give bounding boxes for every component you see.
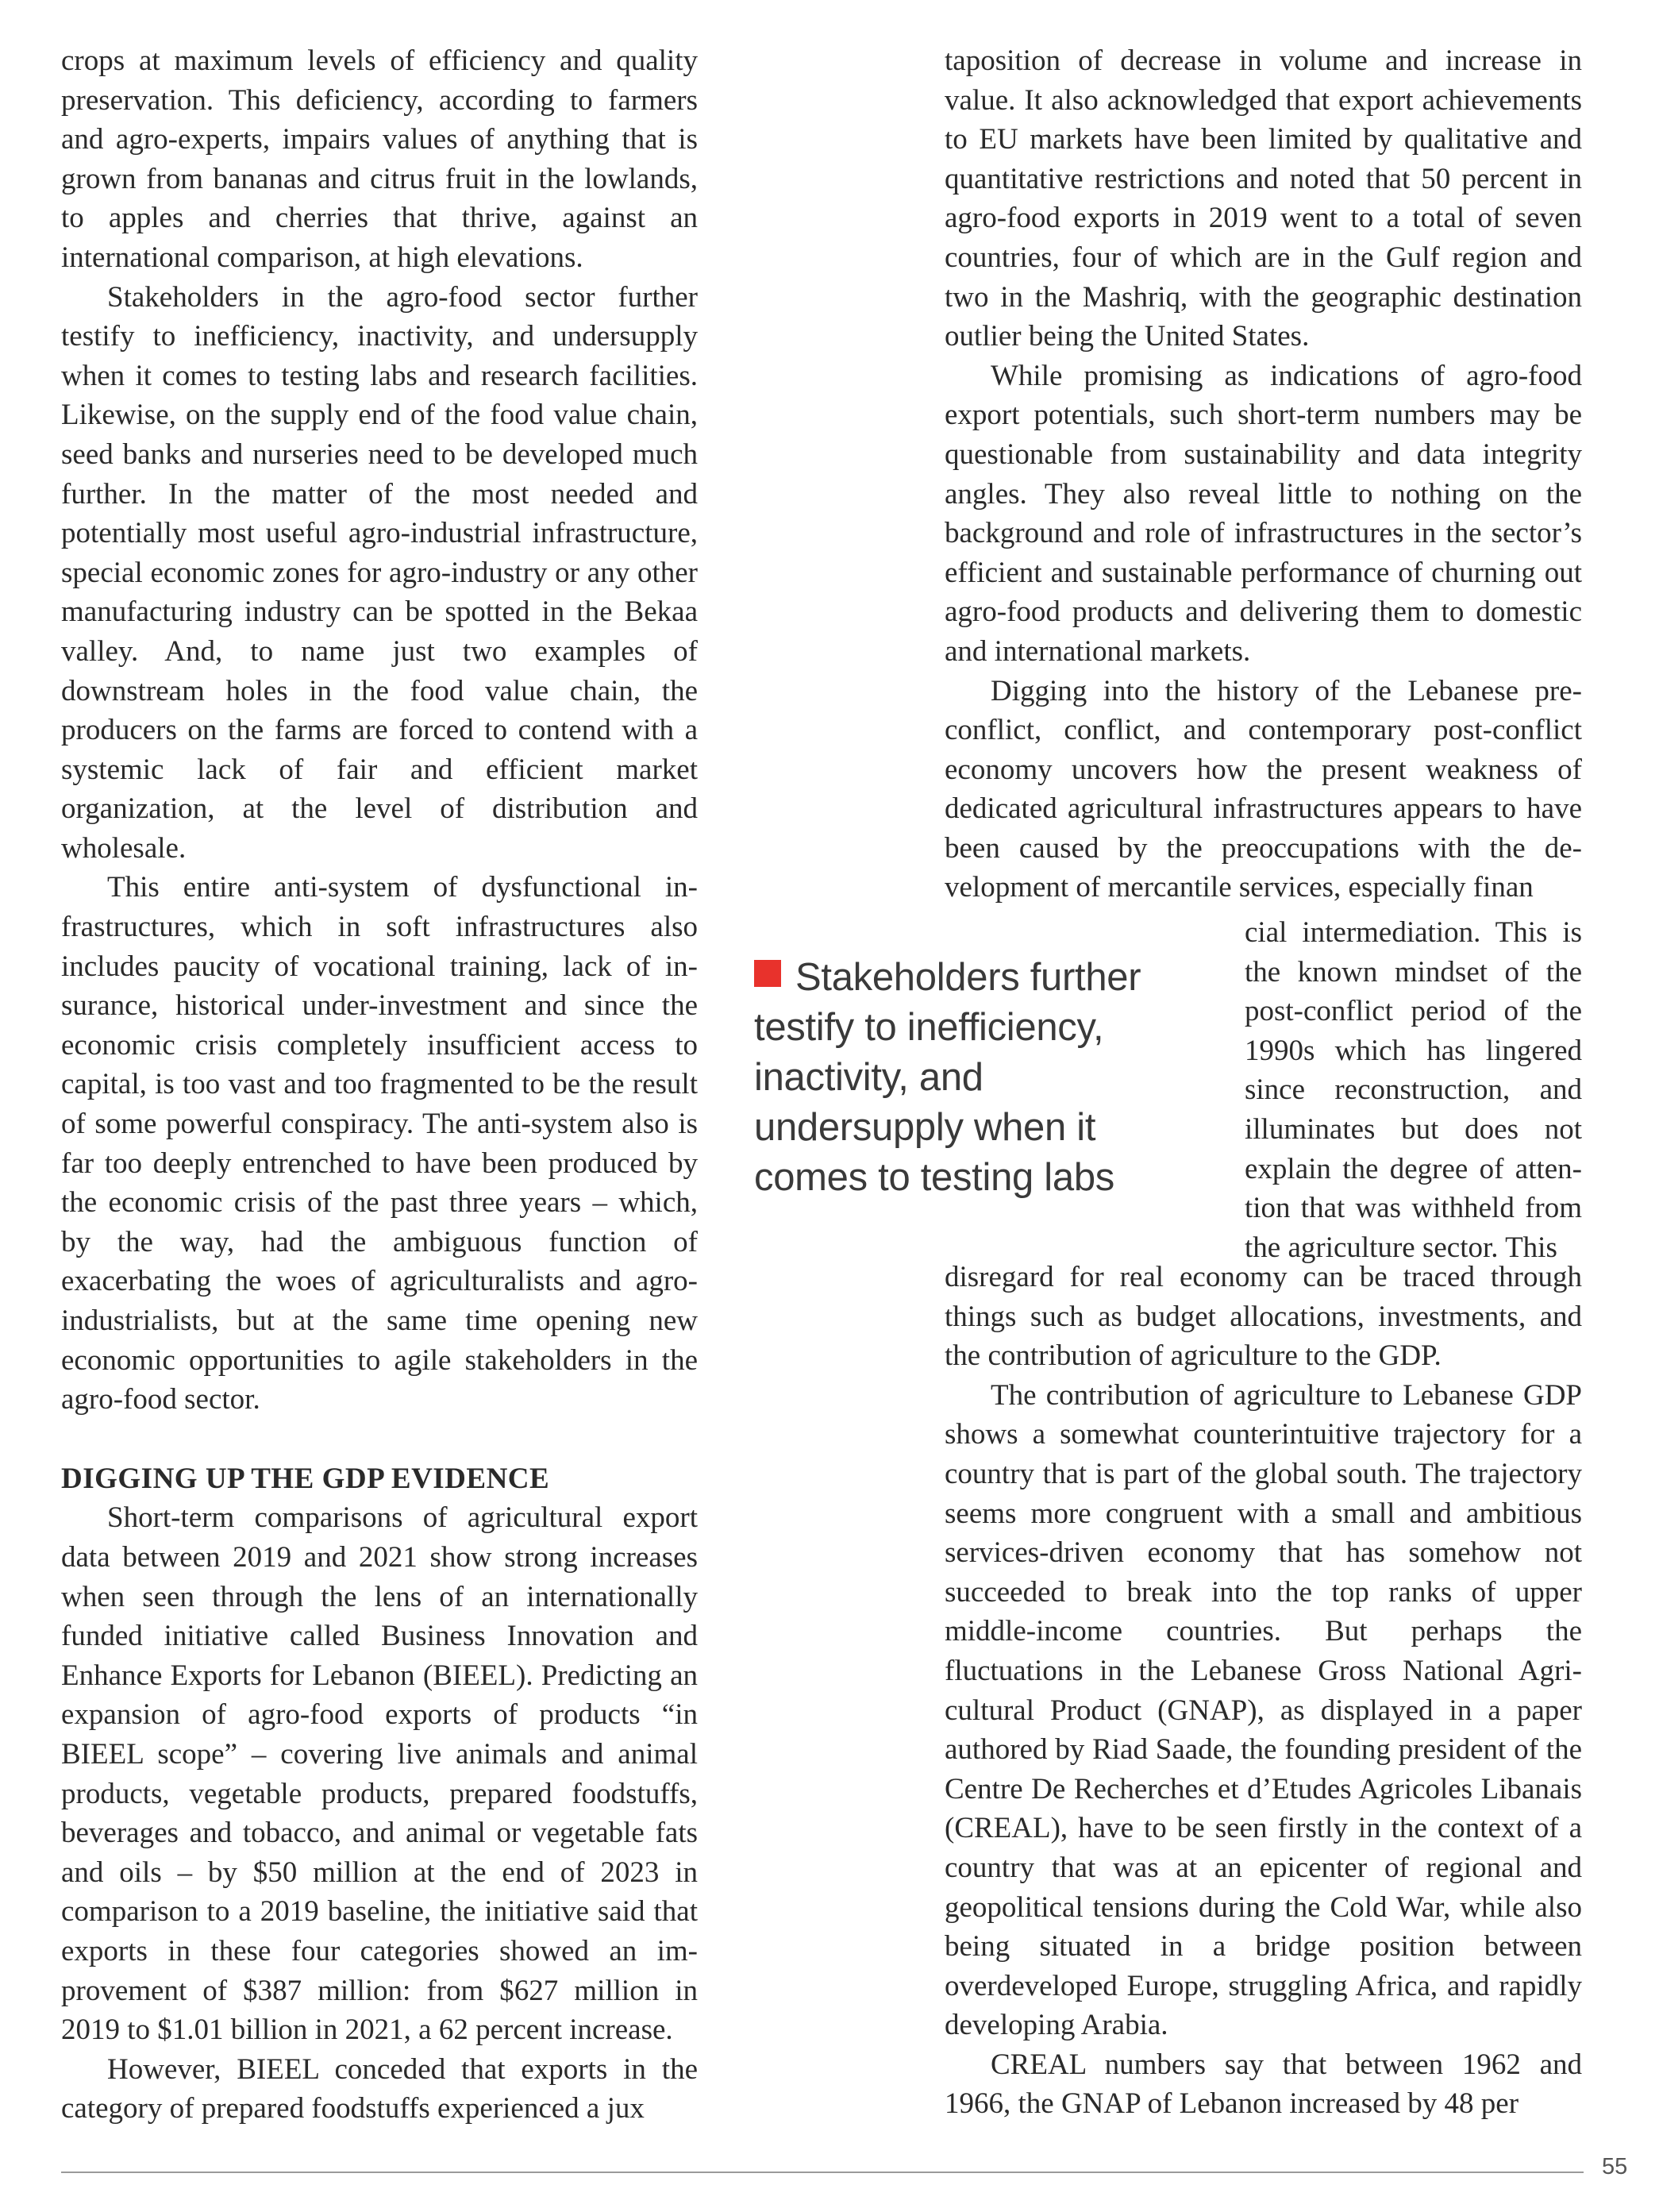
pull-quote-marker [754,960,781,987]
body-paragraph: Short-term comparisons of agricultural export data between 2019 and 2021 show strong increases when seen through the lens of an internationally funded initiative called Business Innovation and Enhance Exports for Lebanon (BIEEL). Predicting an expansion of agro-food exports of products “in BIEEL scope” – covering live animals and animal products, vegetable products, prepared foodstuffs, beverages and tobacco, and animal or vegetable fats and oils – by $50 million at the end of 2023 in comparison to a 2019 baseline, the initiative said that exports in these four categories showed an improvement of $387 million: from $627 million in 2019 to $1.01 billion in 2021, a 62 percent increase. [61,1501,698,2047]
body-paragraph: Digging into the history of the Lebanese pre-conflict, conflict, and contemporary post-conflict economy uncovers how the present weakness of dedicated agricultural infrastructures appears to have been caused by the preoccupations with the development of mercantile services, especially finan [945,674,1582,904]
body-paragraph: Stakeholders in the agro-food sector further testify to inefficiency, inactivity, and undersupply when it comes to testing labs and research facilities. Likewise, on the supply end of the food value chain, seed banks and nurseries need to be developed much further. In the matter of the most needed and potentially most useful agro-industrial infrastructure, special economic zones for agro-industry or any other manufacturing industry can be spotted in the Bekaa valley. And, to name just two examples of downstream holes in the food value chain, the producers on the farms are forced to contend with a systemic lack of fair and efficient market organization, at the level of distribution and wholesale. [61,280,698,865]
left-column [61,41,698,2129]
body-paragraph: taposition of decrease in volume and increase in value. It also acknowledged that export achievements to EU markets have been limited by qualitative and quantitative restrictions and noted that 50 percent in agro-food exports in 2019 went to a total of seven countries, four of which are in the Gulf region and two in the Mashriq, with the geographic destination outlier being the United States. [945,44,1582,353]
body-paragraph: CREAL numbers say that between 1962 and 1966, the GNAP of Lebanon increased by 48 per [945,2048,1582,2121]
pull-quote-text: Stakeholders further testify to inefficiency, inactivity, and undersupply when it comes to testing labs [754,956,1141,1199]
body-paragraph: However, BIEEL conceded that exports in the category of prepared foodstuffs experienced a jux [61,2052,698,2125]
body-paragraph-continued: cial intermediation. This is the known mindset of the post-conflict period of the 1990s which has lingered since reconstruction, and illuminates but does not explain the degree of attention that was withheld from the agriculture sector. This [1245,916,1582,1264]
body-paragraph-continued: disregard for real economy can be traced through things such as budget allocations, investments, and the contribution of agriculture to the GDP. [945,1261,1582,1373]
footer-rule [61,2172,1584,2173]
body-paragraph: This entire anti-system of dysfunctional infrastructures, which in soft infrastructures also includes paucity of vocational training, lack of insurance, historical under-investment and since the economic crisis completely insufficient access to capital, is too vast and too fragmented to be the result of some powerful conspiracy. The anti-system also is far too deeply entrenched to have been produced by the economic crisis of the past three years – which, by the way, had the ambiguous function of exacerbating the woes of agriculturalists and agro-industrialists, but at the same time opening new economic opportunities to agile stakeholders in the agro-food sector. [61,871,698,1416]
right-column-top [945,41,1582,908]
body-paragraph: While promising as indications of agro-food export potentials, such short-term numbers may be questionable from sustainability and data integrity angles. They also reveal little to nothing on the background and role of infrastructures in the sector’s efficient and sustainable performance of churning out agro-food products and delivering them to domestic and international markets. [945,359,1582,668]
body-paragraph: crops at maximum levels of efficiency and quality preservation. This deficiency, according to farmers and agro-experts, impairs values of anything that is grown from bananas and citrus fruit in the lowlands, to apples and cherries that thrive, against an international comparison, at high elevations. [61,44,698,274]
section-heading: DIGGING UP THE GDP EVIDENCE [61,1462,550,1495]
wrapped-text-beside-quote [1245,913,1582,1267]
body-paragraph: The contribution of agriculture to Lebanese GDP shows a somewhat counterintuitive trajectory for a country that is part of the global south. The trajectory seems more congruent with a small and ambitious services-driven economy that has somehow not succeeded to break into the top ranks of upper middle-income countries. But perhaps the fluctuations in the Lebanese Gross National Agricultural Product (GNAP), as displayed in a paper authored by Riad Saade, the founding president of the Centre De Recherches et d’Etudes Agricoles Libanais (CREAL), have to be seen firstly in the context of a country that was at an epicenter of regional and geopolitical tensions during the Cold War, while also being situated in a bridge position between overdeveloped Europe, struggling Africa, and rapidly developing Arabia. [945,1378,1582,2042]
right-column-bottom [945,1258,1582,2124]
pull-quote [754,953,1199,1203]
page-number: 55 [1602,2154,1628,2179]
